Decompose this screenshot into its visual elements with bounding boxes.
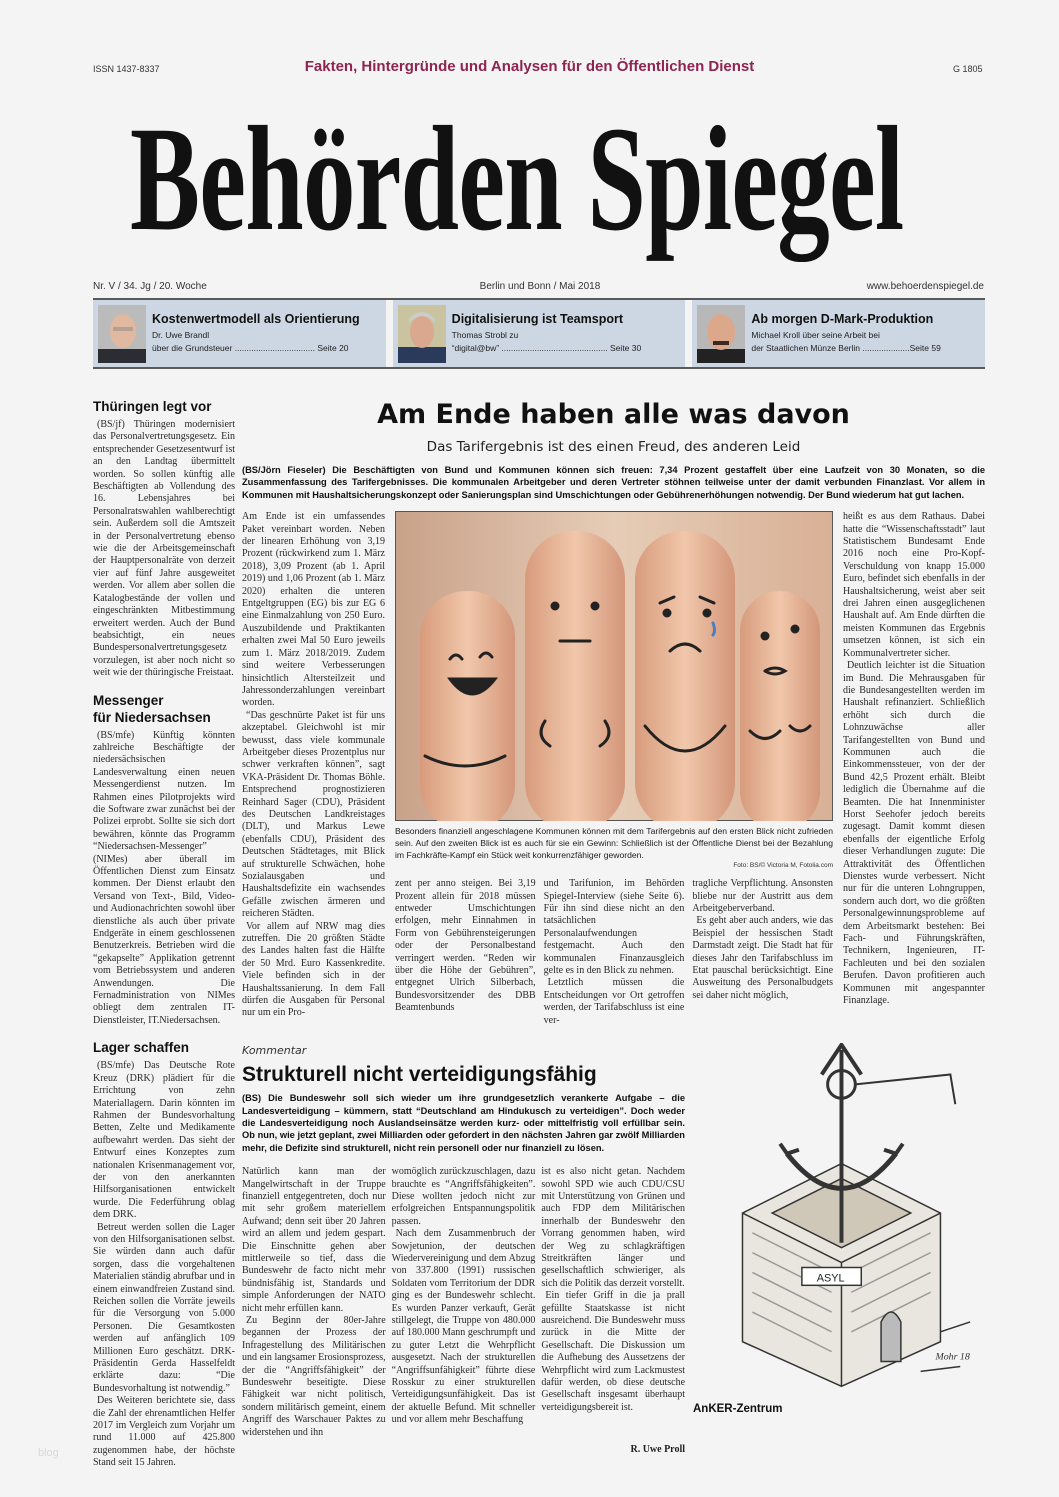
main-middle	[395, 511, 833, 1027]
commentary-section	[242, 1043, 985, 1456]
main-lead: (BS/Jörn Fieseler) Die Beschäftigten von Bund und Kommunen können sich freuen: 7,34 Prozent gestaffelt über eine Laufzeit von 30 Monaten, so die Zusammenfassung des Tarifergebnisses. Die kommunalen Arbeitgeber und deren Vertreter stöhnen teilweise unter der damit verbunden Finanzlast. Vor allem in Kommunen mit Haushaltsicherungskonzept oder Sanierungsplan sind Umschichtungen oder Gebührenerhöhungen notwendig. Der Bund wiederum hat gut lachen.	[242, 465, 985, 500]
article-paragraph: und Tarifunion, im Behörden Spiegel-Interview (siehe Seite 6). Für ihn sind diese nicht an den tatsächlichen Personalaufwendungen festgemacht. Auch den kommunalen Finanzausgleich gelte es in den Blick zu nehmen.	[543, 878, 685, 977]
teaser-page-ref: über die Grundsteuer .................................. Seite 20	[152, 343, 349, 353]
masthead-logo: Behörden Spiegel	[130, 96, 904, 262]
article-heading	[93, 692, 235, 726]
commentary-headline: Strukturell nicht verteidigungsfähig	[242, 1063, 597, 1087]
main-column-1	[242, 511, 385, 1020]
main-columns	[242, 511, 985, 1027]
issn: ISSN 1437-8337	[93, 64, 160, 74]
main-article	[242, 398, 985, 1027]
article-paragraph: zent per anno steigen. Bei 3,19 Prozent allein für 2018 müssen entweder Umschichtungen erfolgen, mehr Einnahmen in Form von Gebührensteigerungen oder der Personalbestand verringert werden. “Reden wir über die Höhe der Gebühren”, entgegnet Ulrich Silberbach, Bundesvorsitzender des DBB Beamtenbunds	[395, 878, 536, 1014]
publication-code: G 1805	[953, 64, 983, 74]
portrait-photo	[697, 305, 745, 363]
portrait-photo	[98, 305, 146, 363]
page-body	[93, 398, 985, 1470]
main-column-5	[843, 511, 985, 1007]
teaser-title: Ab morgen D-Mark-Produktion	[751, 312, 934, 326]
article-paragraph: Ein tiefer Griff in die ja prall gefüllte Staatskasse ist nicht ausreichend. Die Bundeswehr muss zurück in die Mitte der Gesellschaft. Die Diskussion um die Aufhebung des Aussetzens der Wehrpflicht wird zum Lackmustest dafür werden, ob diese deutsche Gesellschaft insgesamt überhaupt verteidigungsbereit ist.	[541, 1290, 686, 1413]
article-paragraph: Am Ende ist ein umfassendes Paket vereinbart worden. Neben der linearen Erhöhung von 3,19 Prozent (rückwirkend zum 1. März 2018), 3,09 Prozent (ab 1. April 2019) und 1,06 Prozent (ab 1. März 2020) erhalten die unteren Entgeltgruppen (EG) bis zur EG 6 eine Einmalzahlung von 250 Euro. Auszubildende und Praktikanten erhalten zwei Mal 50 Euro jeweils zum 1. März 2018/2019. Zudem sind weitere Verbesserungen hinsichtlich Altersteilzeit und Jahressonderzahlungen vereinbart worden.	[242, 511, 385, 709]
article-heading: Thüringen legt vor	[93, 399, 212, 414]
article-paragraph: Betreut werden sollen die Lager von den Hilfsorganisationen selbst. Sie würden dann auch dafür sorgen, dass die vorgehaltenen Materialien ständig abrufbar und in einem einwandfreien Zustand sind. Reichen sollen die Vorräte jeweils für die Versorgung von 5.000 Personen. Die Gesamtkosten werden auf anfänglich 109 Millionen Euro geschätzt. DRK-Präsidentin Gerda Hasselfeldt erklärte dazu: “Die Bundesvorhaltung ist notwendig.”	[93, 1221, 235, 1394]
commentary-column-3	[541, 1166, 685, 1439]
main-subtitle: Das Tarifergebnis ist des einen Freud, des anderen Leid	[426, 439, 801, 455]
article-paragraph: (BS/jf) Thüringen modernisiert das Personalvertretungsgesetz. Ein entsprechender Gesetzesentwurf ist an den Landtag übermittelt worden. So sollen künftig alle Beschäftigten ab Vollendung des 16. Lebensjahres bei Personalratswahlen wahlberechtigt sein. Außerdem soll die Amtszeit in der Personalvertretung ebenso wie die der Arbeitsgemeinschaft der Hauptpersonalräte von derzeit vier auf fünf Jahre ausgeweitet werden. Vor allem aber sollen die Katalogbestände der vollen und eingeschränkten Mitbestimmung erweitert werden. Auch der Bund beabsichtigt, ein neues Bundespersonalvertretungsgesetz vorzulegen, ist aber noch nicht so weit wie der thüringische Freistaat.	[93, 419, 235, 679]
teaser-item[interactable]	[692, 300, 985, 367]
article-paragraph: Deutlich leichter ist die Situation im Bund. Die Mehrausgaben für die Bundesangestellten werden im Haushalt refinanziert. Schließlich erhöht sich durch die Lohnzuwächse aller Tarifangestellten von Bund und Kommunen auch die Einkommenssteuer, von der der Bund 42,5 Prozent erhält. Bleibt lediglich die Übernahme auf die Beamten. Die hat Innenminister Horst Seehofer jedoch bereits zugesagt. Damit kommt diesen ebenfalls der eigentliche Erfolg dieser Verhandlungen zugute: Die Attraktivität des Öffentlichen Dienstes wurde verbessert. Nicht nur für die unteren Lohngruppen, sondern auch dort, wo die größten Personalgewinnungsprobleme auf dem Arbeitsmarkt bestehen: Bei Fach- und Führungskräften, Technikern, Ingenieuren, IT-Fachleuten und bei den sozialen Berufen. Davon profitieren auch Kommunen mit angespannter Finanzlage.	[843, 660, 985, 1007]
website-link[interactable]: www.behoerdenspiegel.de	[866, 281, 984, 292]
heading-line: Messenger	[93, 692, 164, 708]
teaser-title: Kostenwertmodell als Orientierung	[152, 312, 360, 326]
main-area	[242, 398, 985, 1456]
cartoon-block	[693, 1043, 985, 1417]
article-paragraph: Nach dem Zusammenbruch der Sowjetunion, der deutschen Wiedervereinigung und dem Abzug von 337.800 (1991) russischen Soldaten vom Territorium der DDR ging es der Bundeswehr schlecht. Es wurden Panzer verkauft, Gerät stillgelegt, die Truppe von 480.000 auf 180.000 Mann geschrumpft und zu guter Letzt die Wehrpflicht ausgesetzt. Nach der strukturellen “Angriffsunfähigkeit” führte diese Rosskur zu einer strukturellen Verteidigungsunfähigkeit. Das ist der aktuelle Befund. Mit schneller und vor allem mehr Beschaffung	[391, 1228, 536, 1426]
commentary-column-2	[392, 1166, 536, 1439]
sidebar	[93, 398, 235, 1470]
watermark: blog	[38, 1447, 59, 1459]
article-paragraph: tragliche Verpflichtung. Ansonsten bliebe nur der Austritt aus dem Arbeitgeberverband.	[692, 878, 834, 915]
portrait-photo	[398, 305, 446, 363]
teaser-band	[93, 298, 985, 369]
cartoon-signature: Mohr 18	[935, 1351, 970, 1363]
photo-caption: Besonders finanziell angeschlagene Kommunen können mit dem Tarifergebnis auf den ersten Blick nicht zufrieden sein. Auf den zweiten Blick ist es auch für sie ein Gewinn: Schließlich ist der Öffentliche Dienst bei der Bezahlung im Fachkräfte-Kampf ein Stück weit konkurrenzfähiger geworden.	[395, 826, 833, 861]
place-date: Berlin und Bonn / Mai 2018	[479, 281, 601, 292]
article-paragraph: Natürlich kann man der Mangelwirtschaft in der Truppe finanziell entgegentreten, doch nur mit sehr großem materiellem Aufwand; denn seit über 20 Jahren wird an allem und jedem gespart. Die Einschnitte gehen aber mittlerweile so tief, dass die Bundeswehr de facto nicht mehr bündnisfähig ist, Standards und simple Anforderungen der NATO nicht mehr erfüllen kann.	[242, 1166, 386, 1314]
heading-line: für Niedersachsen	[93, 709, 211, 725]
article-paragraph: Vor allem auf NRW mag dies zutreffen. Die 20 größten Städte des Landes halten fast die Hälfte der 50 Mrd. Euro Kassenkredite. Viele befinden sich in der Haushaltssanierung. In dem Fall dürfen die Ausgaben für Personal nur um ein Pro-	[242, 920, 385, 1019]
teaser-item[interactable]	[393, 300, 686, 367]
cartoon-caption: AnKER-Zentrum	[693, 1403, 783, 1416]
main-headline: Am Ende haben alle was davon	[377, 399, 850, 430]
photo-credit: Foto: BS/© Victoria M, Fotolia.com	[733, 862, 833, 870]
article-messenger	[93, 692, 235, 1028]
teaser-author: Michael Kroll über seine Arbeit bei	[751, 330, 880, 340]
commentary-column-1	[242, 1166, 386, 1439]
teaser-author: Thomas Strobl zu	[451, 330, 519, 340]
article-heading: Lager schaffen	[93, 1040, 190, 1056]
article-paragraph: (BS/mfe) Künftig könnten zahlreiche Beschäftigte der niedersächsischen Landesverwaltung einen neuen Messengerdienst nutzen. Im Rahmen eines Pilotprojekts wird die Software zwar zunächst bei der Polizei erprobt. Sollte sie sich dort bewähren, könnte das Programm “Niedersachsen-Messenger” (NIMes) aber überall im Öffentlichen Dienst zum Einsatz kommen. Der Dienst erlaubt den Versand von Text-, Bild, Video- und Audionachrichten sowohl über dienstliche als auch über private Endgeräte in einem geschlossenen Benutzerkreis. Betrieben wird die “gekapselte” Applikation getrennt vom Betriebssystem und anderen Anwendungen. Die Fernadministration von NIMes obliegt dem zentralen IT-Dienstleister, IT.Niedersachsen.	[93, 729, 235, 1026]
teaser-page-ref: “digital@bw” ............................................. Seite 30	[451, 343, 642, 353]
article-paragraph: “Das geschnürte Paket ist für uns akzeptabel. Gleichwohl ist mir bewusst, dass viele kommunale Arbeitgeber dieses Prozentplus nur schwer verkraften können”, sagt VKA-Präsident Dr. Thomas Böhle. Entsprechend prognostizieren Reinhard Sager (CDU), Präsident des Deutschen Landkreistages (DLT), und Markus Lewe (ebenfalls CDU), Präsident des Deutschen Städtetages, mit Blick auf strukturelle Schwächen, hohe Sozialausgaben und Haushaltsdefizite ein wachsendes Gefälle zwischen ärmeren und reicheren Städten.	[242, 709, 385, 920]
below-photo-columns	[395, 878, 833, 1027]
main-column-4	[692, 878, 833, 1027]
commentary-lead: (BS) Die Bundeswehr soll sich wieder um ihre grundgesetzlich verankerte Aufgabe – die Landesverteidigung – kümmern, statt “Deutschland am Hindukusch zu verteidigen”. Doch weder die Landesverteidigung noch Auslandseinsätze werden kurz- oder mittelfristig voll erfüllbar sein. Ob nun, wie jetzt geplant, zwei Milliarden oder gefordert in den nächsten Jahren gar zwölf Milliarden mehr, die Defizite sind strukturell, nicht rein personell oder nur finanziell zu lösen.	[242, 1093, 685, 1153]
article-paragraph: womöglich zurückzuschlagen, dazu brauchte es “Angriffsfähigkeiten”. Diese wollten jedoch nicht zur erfolgreichen Entspannungspolitik passen.	[391, 1166, 536, 1227]
commentary-kicker: Kommentar	[242, 1044, 307, 1058]
commentary-article	[242, 1043, 685, 1456]
teaser-title: Digitalisierung ist Teamsport	[451, 312, 623, 326]
article-paragraph: Letztlich müssen die Entscheidungen vor Ort getroffen werden, der Tarifabschluss ist eine ver-	[543, 977, 685, 1026]
article-thueringen	[93, 398, 235, 680]
main-column-3	[544, 878, 685, 1027]
anchor-cartoon	[693, 1043, 985, 1393]
commentary-columns	[242, 1166, 685, 1439]
article-paragraph: Zu Beginn der 80er-Jahre begannen der Prozess der Infragestellung des Militärischen und ein langsamer Erosionsprozess, der die “Angriffsfähigkeit” der Bundeswehr beseitigte. Diese Fähigkeit war nicht politisch, sondern militärisch gemeint, einem Angriff des Warschauer Paktes zu widerstehen und ihn	[242, 1315, 386, 1438]
article-paragraph: ist es also nicht getan. Nachdem sowohl SPD wie auch CDU/CSU mit Unterstützung von Grünen und auch FDP dem Militärischen innerhalb der Bundeswehr den Vorrang genommen haben, wird der Weg zu schlagkräftigen Streitkräften länger und gesellschaftlich schwieriger, als sich die Politik das derzeit vorstellt.	[541, 1166, 686, 1289]
issue-number: Nr. V / 34. Jg / 20. Woche	[93, 281, 207, 292]
finger-faces-photo	[395, 511, 833, 821]
teaser-item[interactable]	[93, 300, 386, 367]
article-paragraph: Des Weiteren berichtete sie, dass die Zahl der ehrenamtlichen Helfer 2017 im Vergleich zum Vorjahr um rund 11.000 auf 425.800 zugenommen habe, der höchste Stand seit 15 Jahren.	[93, 1395, 235, 1469]
article-lager	[93, 1039, 235, 1469]
teaser-author: Dr. Uwe Brandl	[152, 330, 210, 340]
tagline: Fakten, Hintergründe und Analysen für den Öffentlichen Dienst	[304, 58, 755, 75]
main-column-2	[395, 878, 536, 1027]
cartoon-sign: ASYL	[816, 1272, 845, 1285]
commentary-author: R. Uwe Proll	[630, 1444, 685, 1456]
article-paragraph: heißt es aus dem Rathaus. Dabei hatte die “Wissenschaftsstadt” laut Statistischem Bundesamt Ende 2016 noch eine Pro-Kopf-Verschuldung von knapp 15.000 Euro, befindet sich ebenfalls in der Haushaltsicherung, weist aber seit drei Jahren einen ausgeglichenen Haushalt auf. Am Ende dürften die meisten Kommunen das Ergebnis umsetzen können, ist sich ein Kommunalvertreter sicher.	[843, 511, 985, 659]
article-paragraph: (BS/mfe) Das Deutsche Rote Kreuz (DRK) plädiert für die Errichtung von zehn Materiallagern. Darin könnten im Rahmen der Bundesvorhaltung Betten, Zelte und Medikamente aufbewahrt werden. Das sieht der Entwurf eines Konzeptes zum nationalen Krisenmanagement vor, der von den anerkannten Hilfsorganisationen entwickelt wurde. Die Federführung oblag dem DRK.	[93, 1060, 235, 1221]
article-paragraph: Es geht aber auch anders, wie das Beispiel der hessischen Stadt Darmstadt zeigt. Die Stadt hat für dieses Jahr den Tarifabschluss im Etat pauschal berücksichtigt. Eine Ausweitung des Personalbudgets sei daher nicht möglich,	[692, 915, 834, 1001]
teaser-page-ref: der Staatlichen Münze Berlin ....................Seite 59	[751, 343, 941, 353]
